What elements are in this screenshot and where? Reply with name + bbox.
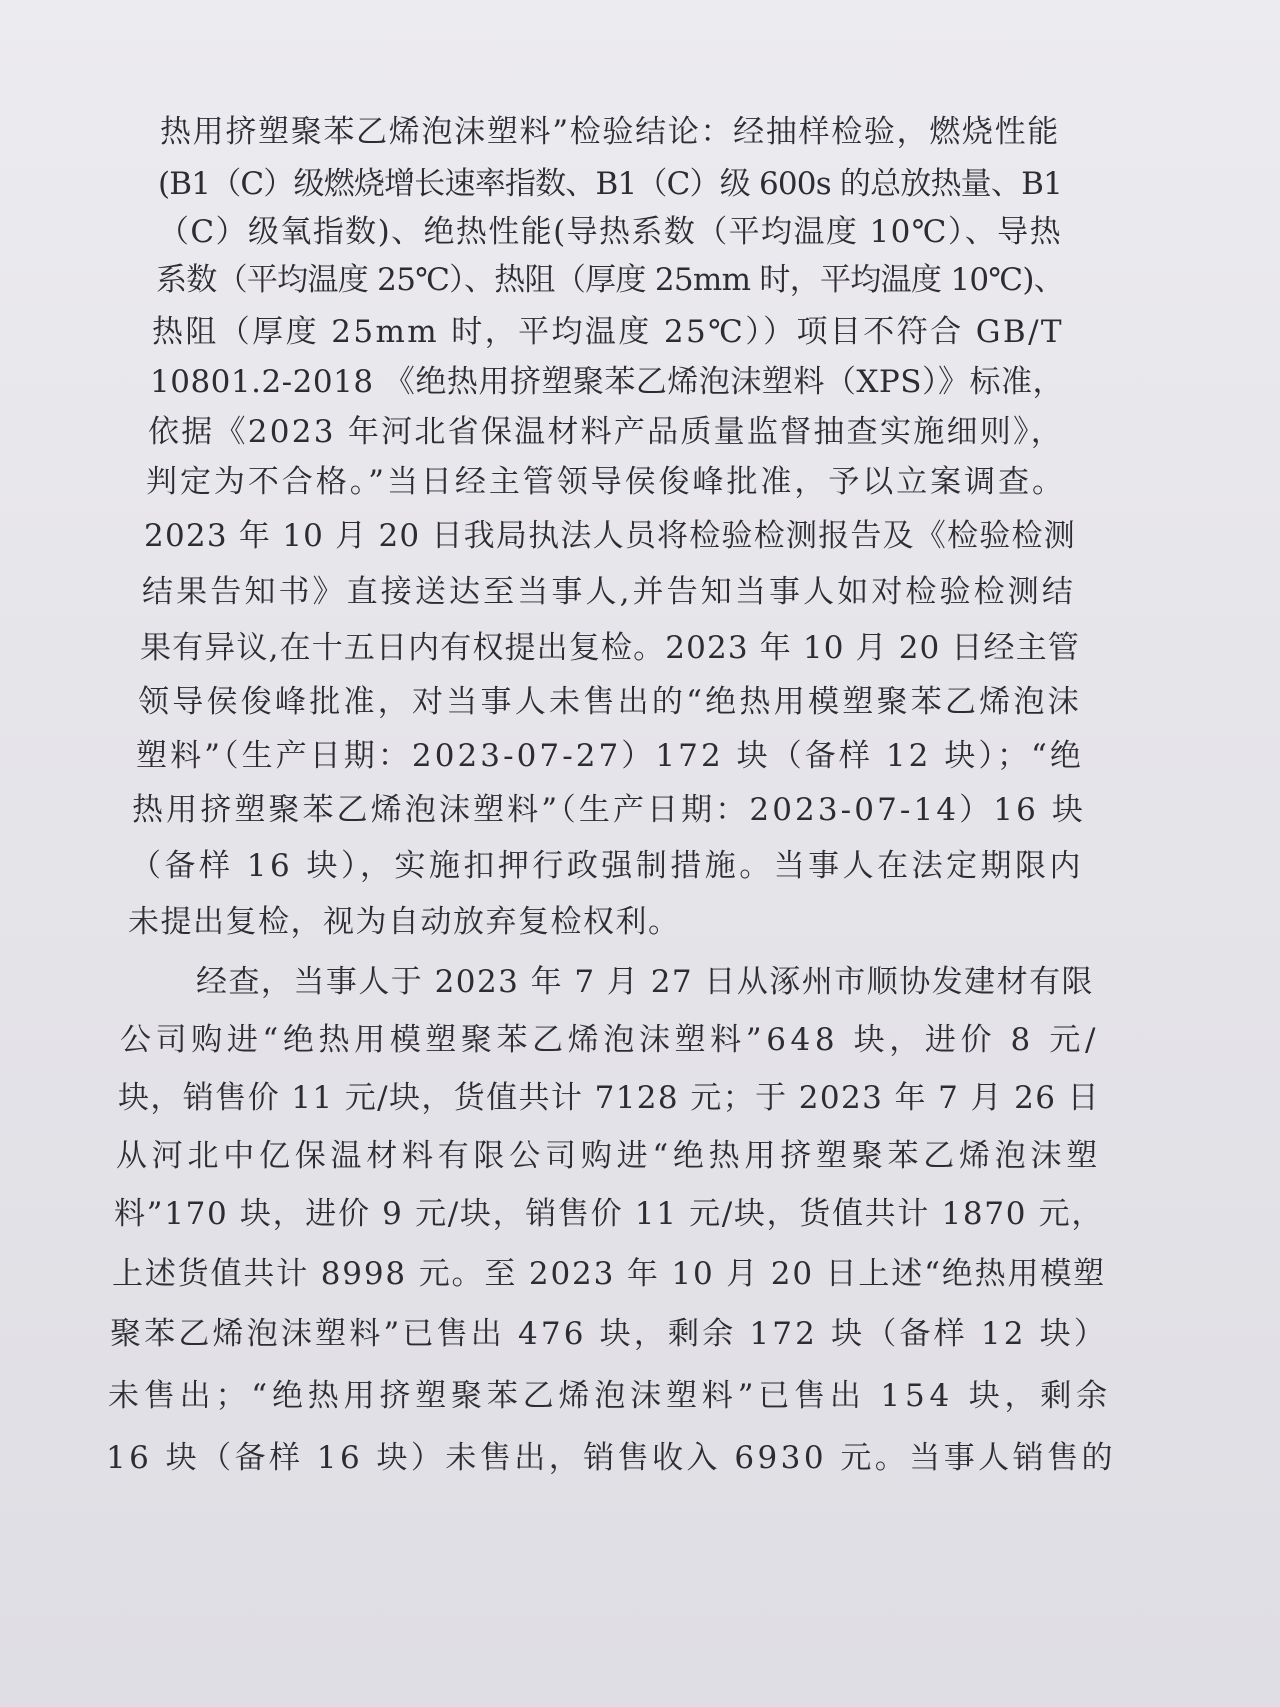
text-line: 领导侯俊峰批准，对当事人未售出的“绝热用模塑聚苯乙烯泡沫	[138, 684, 1082, 720]
text-line: （C）级氧指数)、绝热性能(导热系数（平均温度 10℃）、导热	[158, 214, 1062, 250]
text-line: 热用挤塑聚苯乙烯泡沫塑料”（生产日期：2023-07-14）16 块	[132, 792, 1086, 828]
text-line: 经查，当事人于 2023 年 7 月 27 日从涿州市顺协发建材有限	[196, 964, 1094, 1000]
text-line: 未提出复检，视为自动放弃复检权利。	[128, 904, 681, 940]
text-line: 未售出；“绝热用挤塑聚苯乙烯泡沫塑料”已售出 154 块，剩余	[108, 1378, 1112, 1414]
text-line: 公司购进“绝热用模塑聚苯乙烯泡沫塑料”648 块，进价 8 元/	[120, 1022, 1100, 1058]
text-line: 料”170 块，进价 9 元/块，销售价 11 元/块，货值共计 1870 元，	[114, 1196, 1104, 1232]
text-line: 热用挤塑聚苯乙烯泡沫塑料”检验结论：经抽样检验，燃烧性能	[160, 114, 1060, 150]
text-line: (B1（C）级燃烧增长速率指数、B1（C）级 600s 的总放热量、B1	[158, 166, 1062, 202]
text-line: 依据《2023 年河北省保温材料产品质量监督抽查实施细则》，	[148, 414, 1064, 450]
text-line: 热阻（厚度 25mm 时，平均温度 25℃））项目不符合 GB/T	[152, 314, 1064, 350]
text-line: 结果告知书》直接送达至当事人,并告知当事人如对检验检测结	[142, 574, 1076, 610]
text-line: （备样 16 块），实施扣押行政强制措施。当事人在法定期限内	[130, 848, 1084, 884]
text-line: 从河北中亿保温材料有限公司购进“绝热用挤塑聚苯乙烯泡沫塑	[116, 1138, 1102, 1174]
text-line: 聚苯乙烯泡沫塑料”已售出 476 块，剩余 172 块（备样 12 块）	[110, 1316, 1108, 1352]
text-line: 塑料”（生产日期：2023-07-27）172 块（备样 12 块）；“绝	[136, 738, 1084, 774]
text-line: 判定为不合格。”当日经主管领导侯俊峰批准，予以立案调查。	[146, 464, 1066, 500]
text-line: 块，销售价 11 元/块，货值共计 7128 元；于 2023 年 7 月 26 日	[118, 1080, 1100, 1116]
text-line: 2023 年 10 月 20 日我局执法人员将检验检测报告及《检验检测	[144, 518, 1076, 554]
text-line: 果有异议,在十五日内有权提出复检。2023 年 10 月 20 日经主管	[140, 630, 1080, 666]
text-line: 10801.2-2018 《绝热用挤塑聚苯乙烯泡沫塑料（XPS）》标准，	[150, 364, 1064, 400]
text-line: 系数（平均温度 25℃）、热阻（厚度 25mm 时，平均温度 10℃)、	[156, 262, 1064, 298]
text-line: 16 块（备样 16 块）未售出，销售收入 6930 元。当事人销售的	[106, 1440, 1116, 1476]
text-line: 上述货值共计 8998 元。至 2023 年 10 月 20 日上述“绝热用模塑	[112, 1256, 1106, 1292]
